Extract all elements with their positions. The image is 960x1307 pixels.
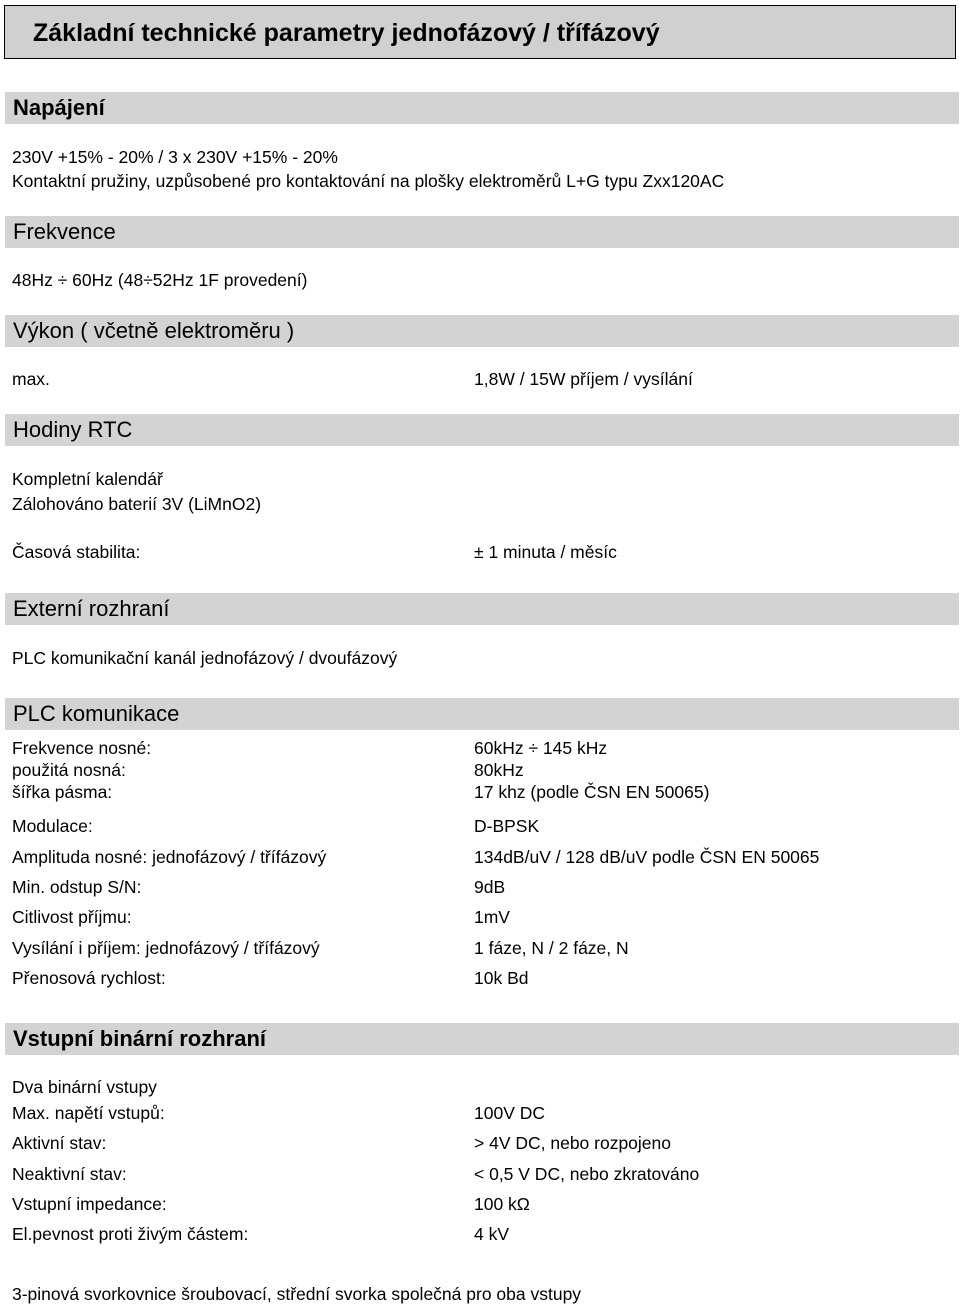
supply-voltage-text: 230V +15% - 20% / 3 x 230V +15% - 20% [12,147,338,167]
frequency-range-text: 48Hz ÷ 60Hz (48÷52Hz 1F provedení) [12,270,308,290]
input-row-label: El.pevnost proti živým částem: [12,1224,249,1244]
plc-row-label: Amplituda nosné: jednofázový / třífázový [12,847,327,867]
calendar-text: Kompletní kalendář [12,469,163,489]
section-header-vykon [5,315,959,347]
plc-row-label: Frekvence nosné: [12,738,152,758]
plc-row-value: 60kHz ÷ 145 kHz [474,738,608,758]
section-header-externi [5,593,959,625]
plc-row-value: D-BPSK [474,816,540,836]
contact-springs-text: Kontaktní pružiny, uzpůsobené pro kontaktování na plošky elektroměrů L+G typu Zxx120AC [12,171,725,191]
binary-inputs-text: Dva binární vstupy [12,1077,157,1097]
plc-row-value: 134dB/uV / 128 dB/uV podle ČSN EN 50065 [474,847,820,867]
plc-channel-text: PLC komunikační kanál jednofázový / dvoufázový [12,648,398,668]
plc-row-value: 10k Bd [474,968,529,988]
section-title: Externí rozhraní [13,596,170,621]
section-header-vstupni [5,1023,959,1055]
section-header-napajeni [5,92,959,124]
input-row-value: > 4V DC, nebo rozpojeno [474,1133,672,1153]
page-title: Základní technické parametry jednofázový / třífázový [33,19,660,47]
section-title: Napájení [13,95,105,120]
plc-row-value: 1 fáze, N / 2 fáze, N [474,938,629,958]
input-row-label: Vstupní impedance: [12,1194,167,1214]
section-title: Hodiny RTC [13,417,133,442]
plc-row-label: Přenosová rychlost: [12,968,166,988]
power-label: max. [12,369,50,389]
plc-row-label: Vysílání i příjem: jednofázový / třífázový [12,938,320,958]
section-title: Výkon ( včetně elektroměru ) [13,318,295,343]
section-header-hodiny [5,414,959,446]
input-row-value: 4 kV [474,1224,510,1244]
section-title: PLC komunikace [13,701,180,726]
page-title-box [4,5,956,59]
power-value: 1,8W / 15W příjem / vysílání [474,369,693,389]
plc-row-label: Citlivost příjmu: [12,907,132,927]
input-row-label: Neaktivní stav: [12,1164,127,1184]
section-title: Frekvence [13,219,116,244]
input-row-label: Aktivní stav: [12,1133,107,1153]
stability-value: ± 1 minuta / měsíc [474,542,617,562]
section-header-frekvence [5,216,959,248]
terminal-block-text: 3-pinová svorkovnice šroubovací, střední svorka společná pro oba vstupy [12,1284,582,1304]
input-row-value: 100V DC [474,1103,546,1123]
plc-row-value: 1mV [474,907,510,927]
input-row-label: Max. napětí vstupů: [12,1103,165,1123]
plc-row-value: 17 khz (podle ČSN EN 50065) [474,782,710,802]
plc-row-value: 9dB [474,877,506,897]
section-header-plc [5,698,959,730]
plc-row-value: 80kHz [474,760,524,780]
input-row-value: < 0,5 V DC, nebo zkratováno [474,1164,700,1184]
plc-row-label: použitá nosná: [12,760,126,780]
plc-row-label: Min. odstup S/N: [12,877,142,897]
battery-text: Zálohováno baterií 3V (LiMnO2) [12,494,262,514]
input-row-value: 100 kΩ [474,1194,530,1214]
stability-label: Časová stabilita: [12,542,141,562]
plc-row-label: šířka pásma: [12,782,113,802]
section-title: Vstupní binární rozhraní [13,1026,267,1051]
plc-row-label: Modulace: [12,816,93,836]
